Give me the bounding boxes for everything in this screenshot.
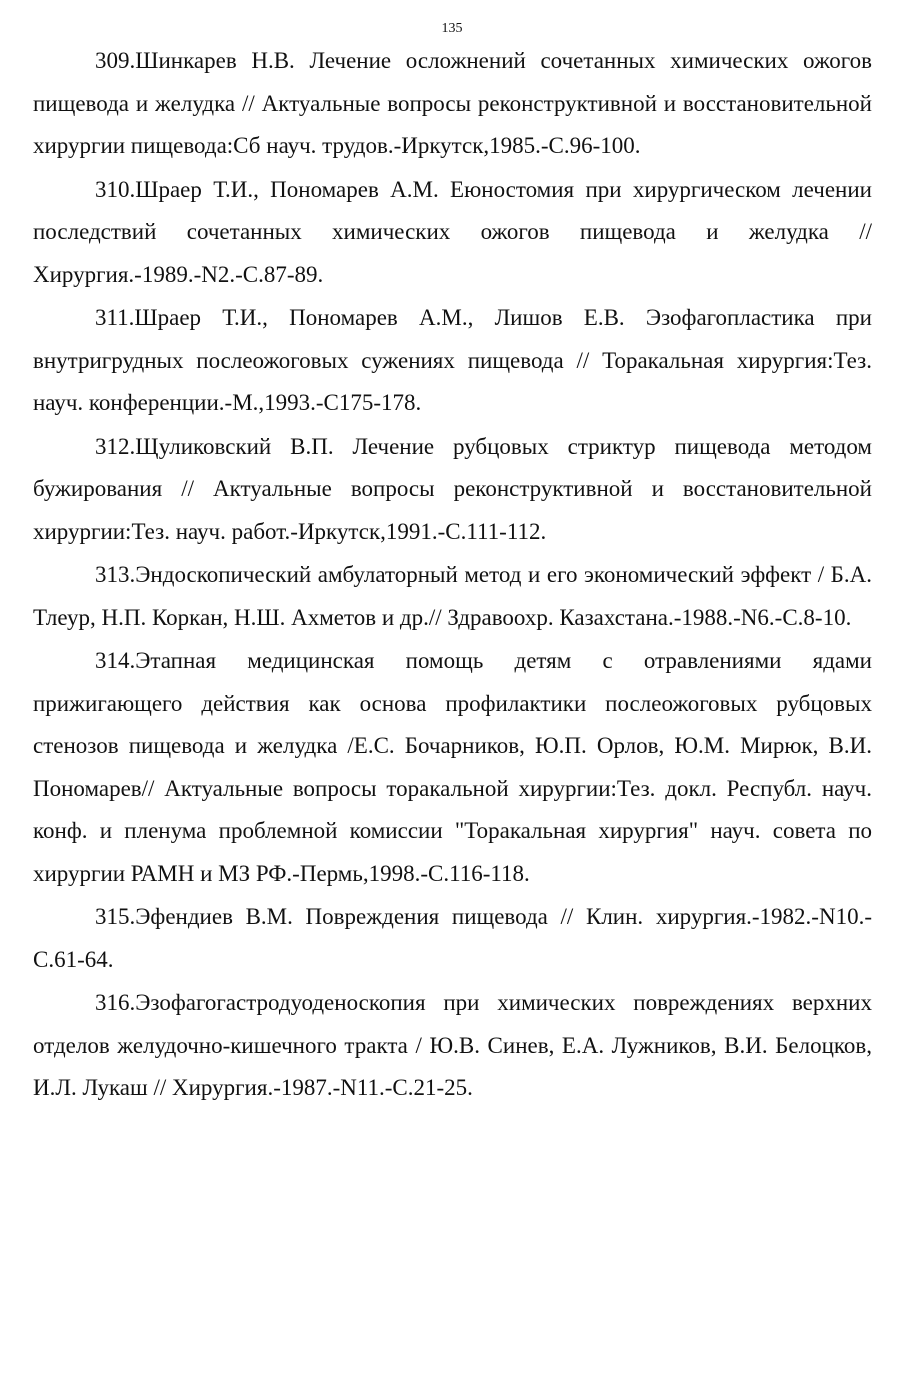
reference-text: Эндоскопический амбулаторный метод и его экономический эффект / Б.А. Тлеур, Н.П. Коркан, Н.Ш. Ахметов и др.// Здравоохр. Казахстана.-1988.-N6.-С.8-10. bbox=[33, 562, 872, 630]
reference-number: 311. bbox=[95, 305, 135, 330]
page-number: 135 bbox=[441, 21, 463, 36]
reference-item-310 bbox=[33, 169, 872, 297]
reference-text: Шраер Т.И., Пономарев А.М. Еюностомия при хирургическом лечении последствий сочетанных химических ожогов пищевода и желудка // Хирургия.-1989.-N2.-С.87-89. bbox=[33, 176, 872, 287]
reference-item-314 bbox=[33, 640, 872, 895]
reference-item-315 bbox=[33, 896, 872, 981]
reference-number: 312. bbox=[95, 433, 136, 459]
reference-item-311 bbox=[33, 297, 872, 425]
reference-item-312 bbox=[33, 426, 872, 554]
reference-item-309 bbox=[33, 40, 872, 168]
reference-text: Этапная медицинская помощь детям с отравлениями ядами прижигающего действия как основа профилактики послеожоговых рубцовых стенозов пищевода и желудка /Е.С. Бочарников, Ю.П. Орлов, Ю.М. Мирюк, В.И. Пономарев// Актуальные вопросы торакальной хирургии:Тез. докл. Республ. науч. конф. и пленума проблемной комиссии "Торакальная хирургия" науч. совета по хирургии РАМН и МЗ РФ.-Пермь,1998.-С.116-118. bbox=[33, 648, 872, 886]
reference-item-316 bbox=[33, 982, 872, 1110]
reference-text: Щуликовский В.П. Лечение рубцовых стриктур пищевода методом бужирования // Актуальные вопросы реконструктивной и восстановительной хирургии:Тез. науч. работ.-Иркутск,1991.-С.111-112. bbox=[33, 433, 872, 544]
reference-number: 314. bbox=[95, 648, 136, 673]
reference-text: Шраер Т.И., Пономарев А.М., Лишов Е.В. Эзофагопластика при внутригрудных послеожоговых сужениях пищевода // Торакальная хирургия:Тез. науч. конференции.-М.,1993.-С175-178. bbox=[33, 305, 872, 415]
reference-list bbox=[33, 40, 872, 1111]
reference-number: 309. bbox=[95, 48, 136, 73]
reference-text: Шинкарев Н.В. Лечение осложнений сочетанных химических ожогов пищевода и желудка // Актуальные вопросы реконструктивной и восстановительной хирургии пищевода:Сб науч. трудов.-Иркутск,1985.-С.96-100. bbox=[33, 48, 872, 158]
reference-item-313 bbox=[33, 554, 872, 639]
reference-number: 315. bbox=[95, 904, 136, 929]
reference-number: 316. bbox=[95, 990, 136, 1015]
reference-number: 310. bbox=[95, 176, 136, 202]
reference-number: 313. bbox=[95, 562, 136, 587]
reference-text: Эфендиев В.М. Повреждения пищевода // Клин. хирургия.-1982.-N10.-С.61-64. bbox=[33, 904, 872, 972]
reference-text: Эзофагогастродуоденоскопия при химических повреждениях верхних отделов желудочно-кишечного тракта / Ю.В. Синев, Е.А. Лужников, В.И. Белоцков, И.Л. Лукаш // Хирургия.-1987.-N11.-С.21-25. bbox=[33, 990, 872, 1100]
